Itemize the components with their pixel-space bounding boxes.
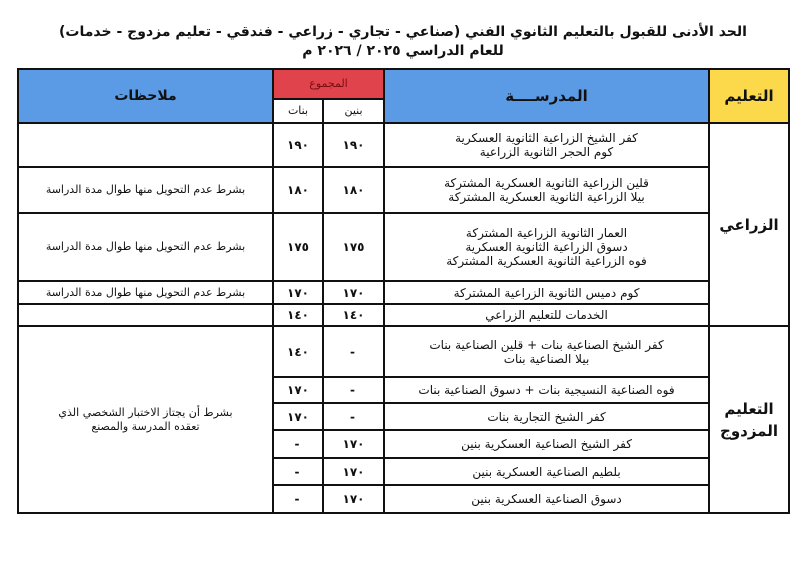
girls-score: ١٧٠ [273, 377, 323, 403]
school-name: العمار الثانوية الزراعية المشتركة [465, 226, 628, 240]
school-name: كوم دميس الثانوية الزراعية المشتركة [453, 285, 640, 300]
girls-score: ١٨٠ [273, 167, 323, 213]
boys-score: ١٧٥ [323, 213, 384, 281]
school-cell [384, 403, 709, 430]
table-row [18, 123, 789, 167]
boys-score: ١٧٠ [323, 281, 384, 304]
table-row [18, 304, 789, 326]
document-title: الحد الأدنى للقبول بالتعليم الثانوي الفني (صناعي - تجاري - زراعي - فندقي - تعليم مزدوج - خدمات) [59, 24, 747, 40]
girls-score: ١٧٠ [273, 403, 323, 430]
school-name: كفر الشيخ الصناعية بنات + قلين الصناعية بنات [429, 337, 664, 352]
category-label: المزدوج [720, 421, 779, 440]
school-cell [384, 458, 709, 485]
header-notes: ملاحظات [18, 69, 273, 123]
girls-score: ١٤٠ [273, 304, 323, 326]
academic-year: للعام الدراسي ٢٠٢٥ / ٢٠٢٦ م [302, 43, 504, 59]
school-name: كفر الشيخ الصناعية العسكرية بنين [461, 437, 632, 451]
girls-score: ١٧٥ [273, 213, 323, 281]
school-name: فوه الزراعية الثانوية العسكرية المشتركة [446, 254, 647, 268]
boys-score: - [323, 326, 384, 377]
table-row [18, 326, 789, 377]
girls-score: ١٩٠ [273, 123, 323, 167]
school-name: كوم الحجر الثانوية الزراعية [479, 145, 614, 159]
table-row [18, 281, 789, 304]
boys-score: ١٧٠ [323, 485, 384, 513]
school-name: بلطيم الصناعية العسكرية بنين [472, 464, 621, 479]
school-name: دسوق الصناعية العسكرية بنين [471, 492, 622, 506]
header-school: المدرســــة [384, 69, 709, 123]
girls-score: - [273, 485, 323, 513]
table-row [18, 213, 789, 281]
school-name: كفر الشيخ التجارية بنات [487, 409, 606, 424]
note-text: تعقده المدرسة والمصنع [91, 419, 200, 433]
header-total: المجموع [273, 69, 384, 99]
school-cell [384, 485, 709, 513]
school-cell [384, 377, 709, 403]
school-cell [384, 304, 709, 326]
girls-score: ١٤٠ [273, 326, 323, 377]
note-cell [18, 304, 273, 326]
school-cell [384, 430, 709, 458]
boys-score: ١٤٠ [323, 304, 384, 326]
note-cell [18, 326, 273, 513]
category-label: التعليم [724, 399, 774, 418]
school-cell [384, 281, 709, 304]
table-row [18, 167, 789, 213]
note-cell [18, 123, 273, 167]
school-name: الخدمات للتعليم الزراعي [485, 308, 608, 322]
boys-score: ١٨٠ [323, 167, 384, 213]
boys-score: - [323, 403, 384, 430]
category-dual-education [709, 326, 789, 513]
school-name: كفر الشيخ الزراعية الثانوية العسكرية [455, 131, 638, 145]
header-boys: بنين [323, 99, 384, 123]
school-name: بيلا الزراعية الثانوية العسكرية المشتركة [448, 190, 645, 204]
boys-score: ١٧٠ [323, 430, 384, 458]
school-name: دسوق الزراعية الثانوية العسكرية [465, 240, 628, 254]
note-cell: بشرط عدم التحويل منها طوال مدة الدراسة [18, 281, 273, 304]
school-cell [384, 167, 709, 213]
note-cell: بشرط عدم التحويل منها طوال مدة الدراسة [18, 167, 273, 213]
category-agricultural: الزراعي [709, 123, 789, 326]
girls-score: - [273, 430, 323, 458]
note-text: بشرط أن يجتاز الاختبار الشخصي الذي [58, 405, 233, 419]
header-girls: بنات [273, 99, 323, 123]
school-name: فوه الصناعية النسيجية بنات + دسوق الصناعية بنات [418, 383, 675, 397]
boys-score: ١٧٠ [323, 458, 384, 485]
boys-score: - [323, 377, 384, 403]
girls-score: - [273, 458, 323, 485]
admission-table [17, 68, 790, 514]
school-name: قلين الزراعية الثانوية العسكرية المشتركة [444, 176, 649, 190]
school-cell [384, 326, 709, 377]
school-cell [384, 213, 709, 281]
header-category: التعليم [709, 69, 789, 123]
school-cell [384, 123, 709, 167]
note-cell: بشرط عدم التحويل منها طوال مدة الدراسة [18, 213, 273, 281]
girls-score: ١٧٠ [273, 281, 323, 304]
school-name: بيلا الصناعية بنات [503, 351, 590, 366]
boys-score: ١٩٠ [323, 123, 384, 167]
